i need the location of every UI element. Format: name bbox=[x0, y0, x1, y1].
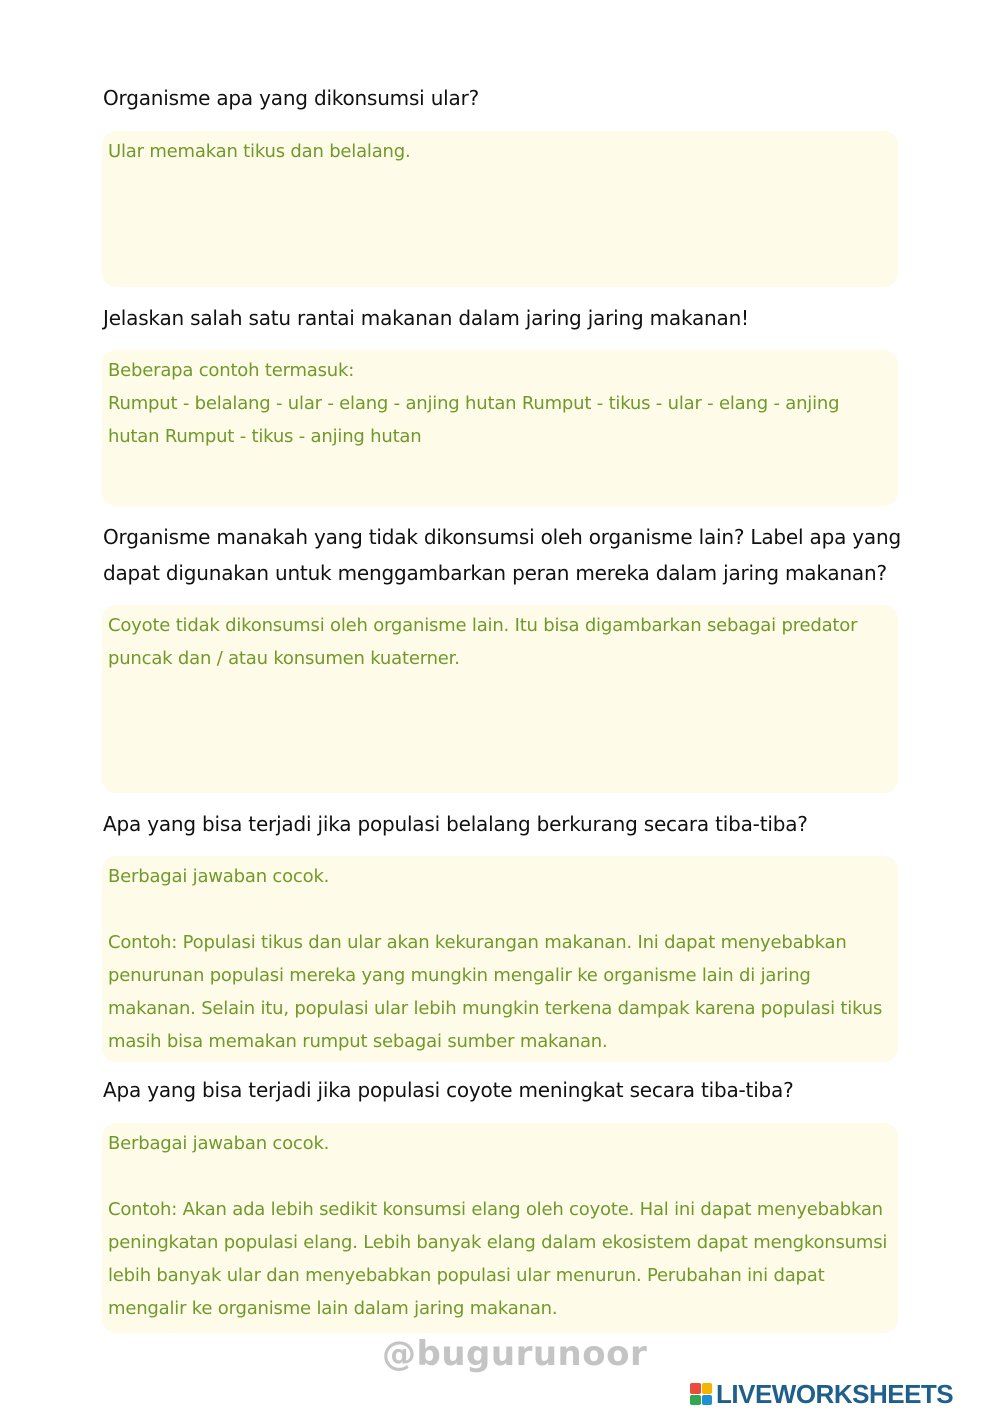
question-5: Apa yang bisa terjadi jika populasi coyote meningkat secara tiba-tiba? bbox=[103, 1078, 794, 1102]
author-watermark: @bugurunoor bbox=[382, 1334, 648, 1374]
logo-square-red bbox=[690, 1383, 701, 1394]
question-2: Jelaskan salah satu rantai makanan dalam jaring jaring makanan! bbox=[103, 306, 749, 330]
answer-box-2[interactable]: Beberapa contoh termasuk: Rumput - belalang - ular - elang - anjing hutan Rumput - tikus - ular - elang - anjing hutan Rumput - tikus - anjing hutan bbox=[102, 350, 898, 506]
logo-square-green bbox=[690, 1395, 701, 1406]
question-1: Organisme apa yang dikonsumsi ular? bbox=[103, 86, 480, 110]
answer-box-3[interactable]: Coyote tidak dikonsumsi oleh organisme lain. Itu bisa digambarkan sebagai predator puncak dan / atau konsumen kuaterner. bbox=[102, 605, 898, 793]
answer-box-1[interactable]: Ular memakan tikus dan belalang. bbox=[102, 131, 898, 287]
brand-name: LIVEWORKSHEETS bbox=[716, 1378, 954, 1409]
liveworksheets-brand[interactable] bbox=[690, 1380, 953, 1408]
liveworksheets-logo-icon bbox=[690, 1383, 712, 1405]
answer-box-5[interactable]: Berbagai jawaban cocok. Contoh: Akan ada lebih sedikit konsumsi elang oleh coyote. Hal ini dapat menyebabkan peningkatan populasi elang. Lebih banyak elang dalam ekosistem dapat mengkonsumsi lebih banyak ular dan menyebabkan populasi ular menurun. Perubahan ini dapat mengalir ke organisme lain dalam jaring makanan. bbox=[102, 1123, 898, 1333]
question-4: Apa yang bisa terjadi jika populasi belalang berkurang secara tiba-tiba? bbox=[103, 812, 808, 836]
answer-box-4[interactable]: Berbagai jawaban cocok. Contoh: Populasi tikus dan ular akan kekurangan makanan. Ini dapat menyebabkan penurunan populasi mereka yang mungkin mengalir ke organisme lain di jaring makanan. Selain itu, populasi ular lebih mungkin terkena dampak karena populasi tikus masih bisa memakan rumput sebagai sumber makanan. bbox=[102, 856, 898, 1062]
logo-square-yellow bbox=[702, 1383, 713, 1394]
logo-square-blue bbox=[702, 1395, 713, 1406]
question-3: Organisme manakah yang tidak dikonsumsi oleh organisme lain? Label apa yang dapat digunakan untuk menggambarkan peran mereka dalam jaring makanan? bbox=[103, 525, 901, 585]
